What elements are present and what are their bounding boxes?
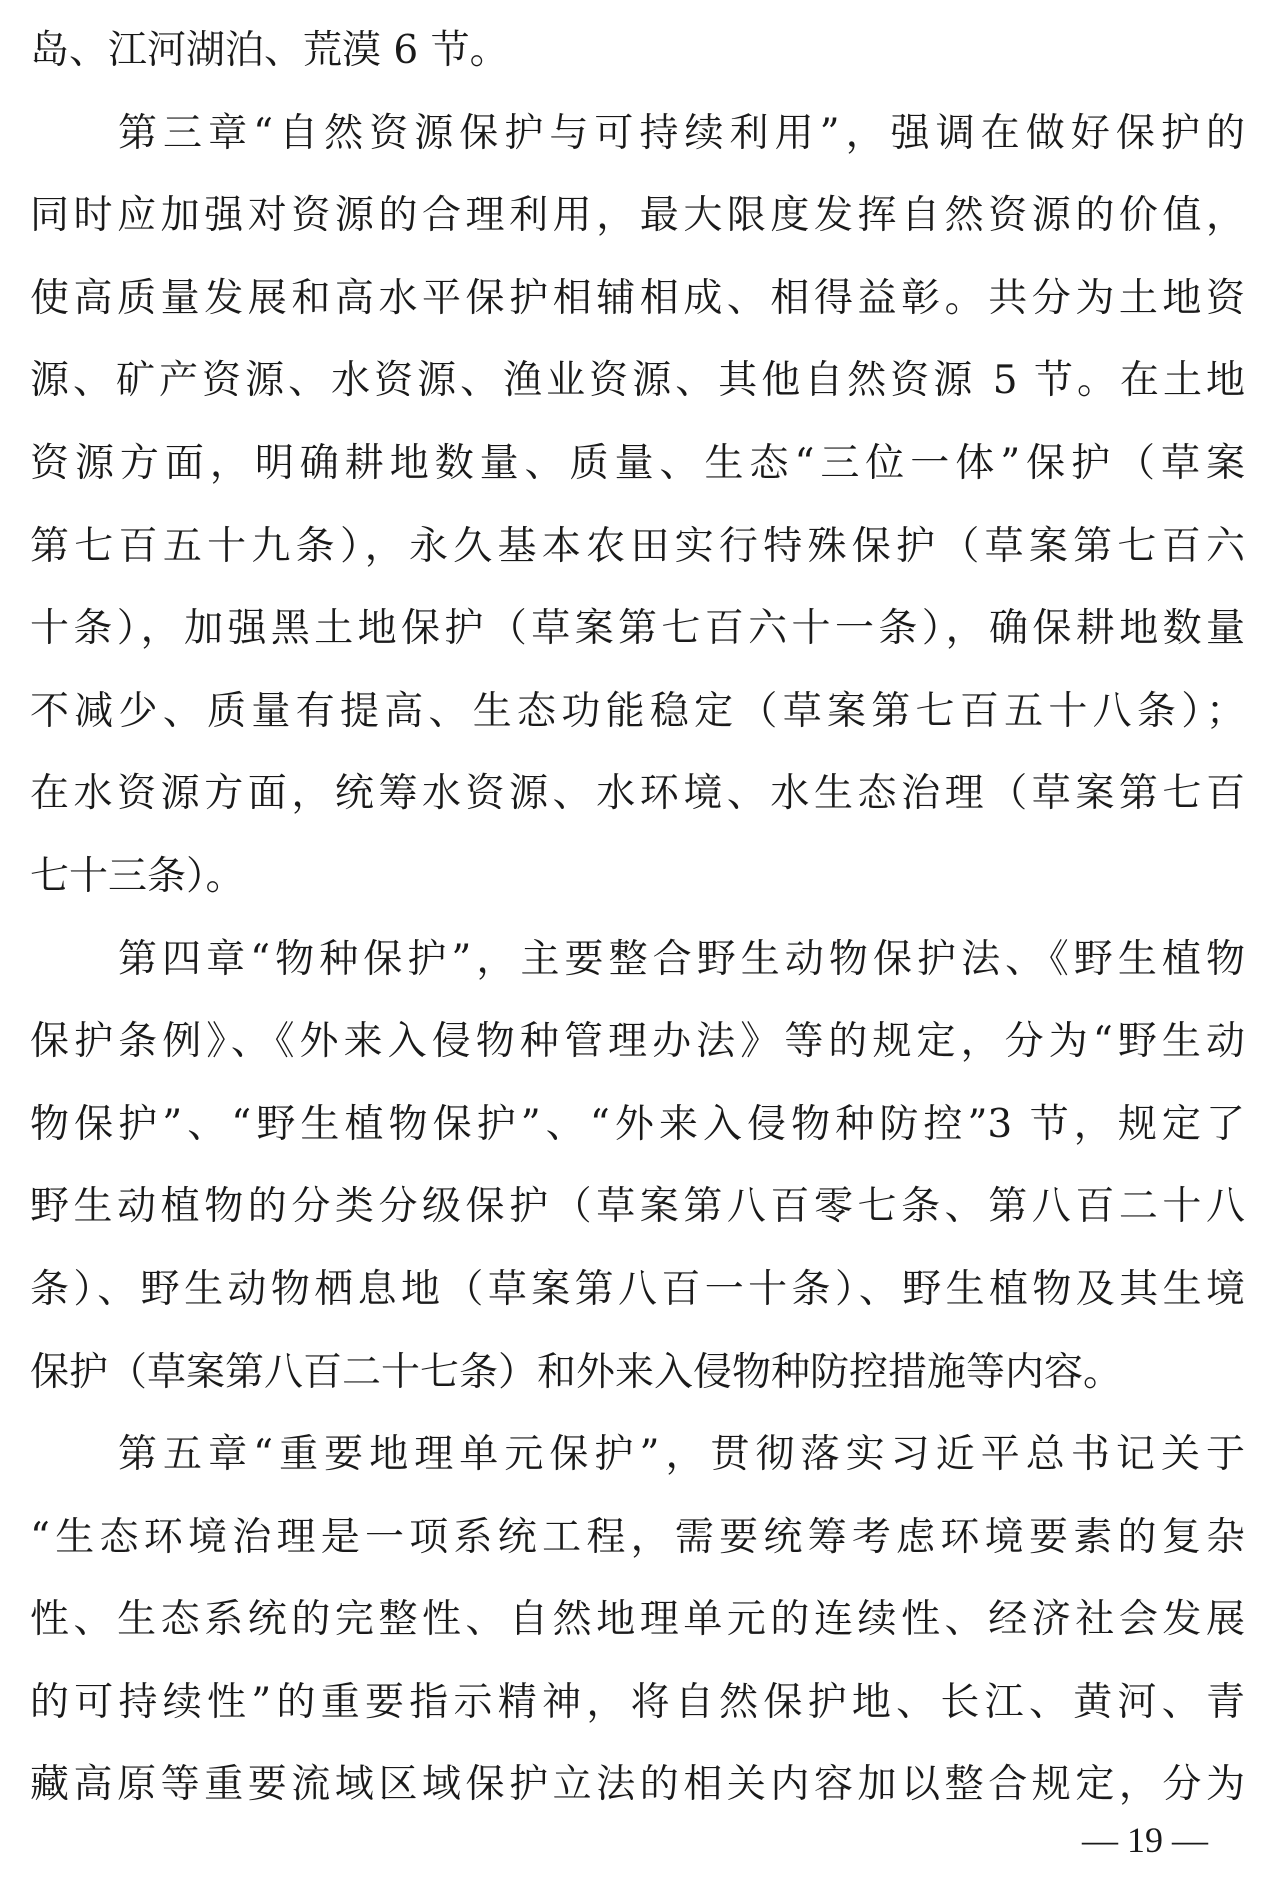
text-line: 同时应加强对资源的合理利用，最大限度发挥自然资源的价值， xyxy=(30,193,1245,239)
text-line: 资源方面，明确耕地数量、质量、生态“三位一体”保护（草案 xyxy=(30,440,1245,486)
text-line: 的可持续性”的重要指示精神，将自然保护地、长江、黄河、青 xyxy=(30,1679,1245,1725)
text-line: 性、生态系统的完整性、自然地理单元的连续性、经济社会发展 xyxy=(30,1597,1245,1643)
text-line: 不减少、质量有提高、生态功能稳定（草案第七百五十八条）； xyxy=(30,688,1245,734)
text-line: 第五章“重要地理单元保护”，贯彻落实习近平总书记关于 xyxy=(118,1432,1245,1478)
text-line: 七十三条）。 xyxy=(30,853,245,899)
text-line: 在水资源方面，统筹水资源、水环境、水生态治理（草案第七百 xyxy=(30,771,1245,817)
text-line: 野生动植物的分类分级保护（草案第八百零七条、第八百二十八 xyxy=(30,1184,1245,1230)
page-number: — 19 — xyxy=(1082,1820,1208,1860)
text-line: 第七百五十九条），永久基本农田实行特殊保护（草案第七百六 xyxy=(30,523,1245,569)
text-line: 条）、野生动物栖息地（草案第八百一十条）、野生植物及其生境 xyxy=(30,1266,1245,1312)
text-line: 使高质量发展和高水平保护相辅相成、相得益彰。共分为土地资 xyxy=(30,275,1245,321)
text-line: “生态环境治理是一项系统工程，需要统筹考虑环境要素的复杂 xyxy=(30,1514,1245,1560)
text-line: 岛、江河湖泊、荒漠 6 节。 xyxy=(30,28,509,73)
text-line: 源、矿产资源、水资源、渔业资源、其他自然资源 5 节。在土地 xyxy=(30,358,1245,404)
text-line: 十条），加强黑土地保护（草案第七百六十一条），确保耕地数量 xyxy=(30,606,1245,652)
text-line: 第四章“物种保护”，主要整合野生动物保护法、《野生植物 xyxy=(118,936,1245,982)
text-line: 第三章“自然资源保护与可持续利用”，强调在做好保护的 xyxy=(118,110,1245,156)
text-line: 物保护”、“野生植物保护”、“外来入侵物种防控”3 节，规定了 xyxy=(30,1101,1245,1147)
text-line: 藏高原等重要流域区域保护立法的相关内容加以整合规定，分为 xyxy=(30,1762,1245,1808)
text-line: 保护（草案第八百二十七条）和外来入侵物种防控措施等内容。 xyxy=(30,1349,1123,1395)
body-text xyxy=(30,10,1245,1827)
text-line: 保护条例》、《外来入侵物种管理办法》等的规定，分为“野生动 xyxy=(30,1019,1245,1065)
